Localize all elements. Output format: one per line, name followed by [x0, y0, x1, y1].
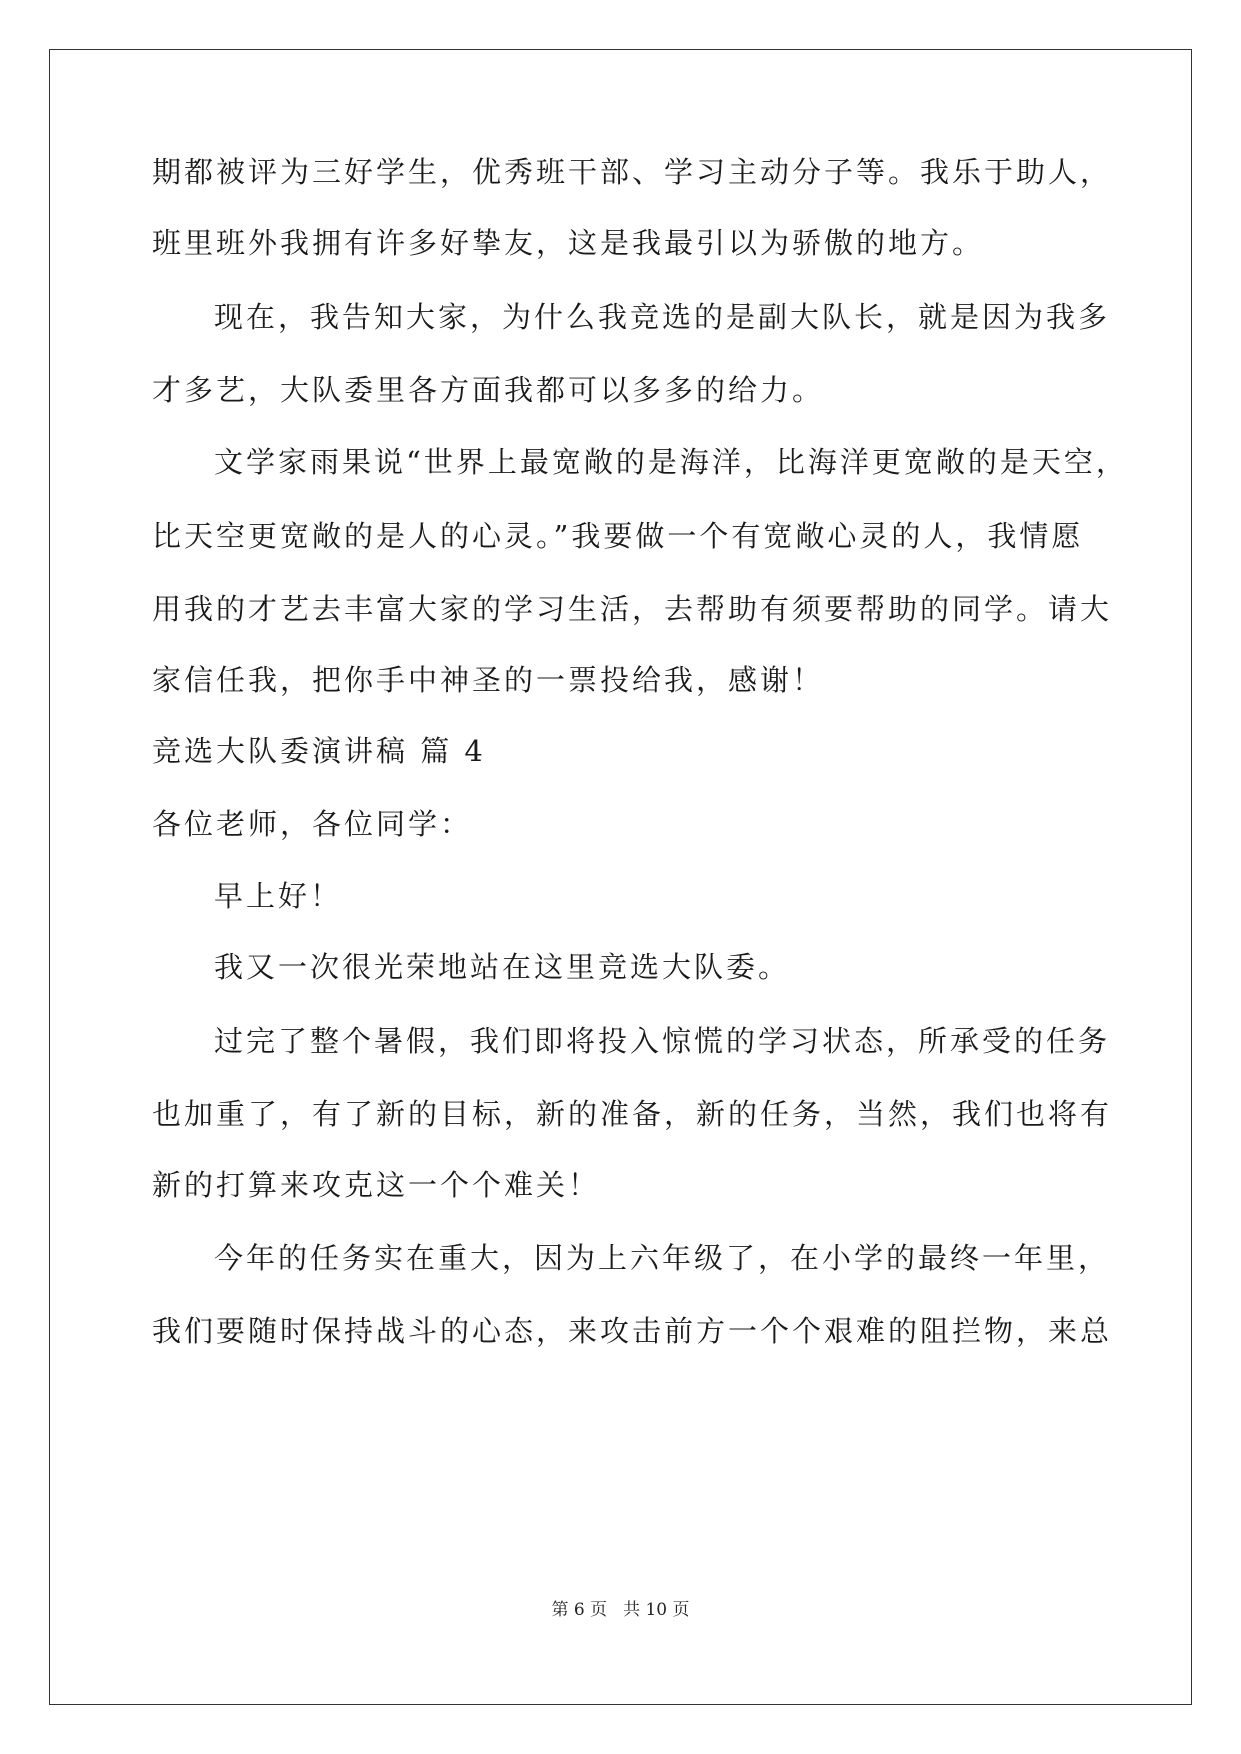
body-line-5: 文学家雨果说“世界上最宽敞的是海洋，比海洋更宽敞的是天空，	[214, 445, 1128, 479]
body-line-6: 比天空更宽敞的是人的心灵。”我要做一个有宽敞心灵的人，我情愿	[152, 519, 1084, 553]
page-number: 第 6 页	[551, 1600, 608, 1620]
body-line-17: 我们要随时保持战斗的心态，来攻击前方一个个艰难的阻拦物，来总	[152, 1314, 1113, 1348]
section-heading: 竞选大队委演讲稿 篇 4	[152, 734, 486, 768]
body-line-1: 期都被评为三好学生，优秀班干部、学习主动分子等。我乐于助人，	[152, 155, 1113, 189]
body-line-14: 也加重了，有了新的目标，新的准备，新的任务，当然，我们也将有	[152, 1097, 1113, 1131]
page-total: 共 10 页	[623, 1600, 690, 1620]
body-line-3: 现在，我告知大家，为什么我竞选的是副大队长，就是因为我多	[214, 300, 1111, 334]
body-line-7: 用我的才艺去丰富大家的学习生活，去帮助有须要帮助的同学。请大	[152, 592, 1113, 626]
page-footer	[0, 1598, 1241, 1622]
greeting: 早上好！	[214, 879, 343, 913]
body-line-4: 才多艺，大队委里各方面我都可以多多的给力。	[152, 373, 825, 407]
salutation: 各位老师，各位同学：	[152, 807, 473, 841]
body-line-8: 家信任我，把你手中神圣的一票投给我，感谢！	[152, 663, 825, 697]
body-line-12: 我又一次很光荣地站在这里竞选大队委。	[214, 950, 791, 984]
body-line-16: 今年的任务实在重大，因为上六年级了，在小学的最终一年里，	[214, 1241, 1111, 1275]
body-line-2: 班里班外我拥有许多好挚友，这是我最引以为骄傲的地方。	[152, 226, 985, 260]
body-line-13: 过完了整个暑假，我们即将投入惊慌的学习状态，所承受的任务	[214, 1024, 1111, 1058]
body-line-15: 新的打算来攻克这一个个难关！	[152, 1168, 601, 1202]
